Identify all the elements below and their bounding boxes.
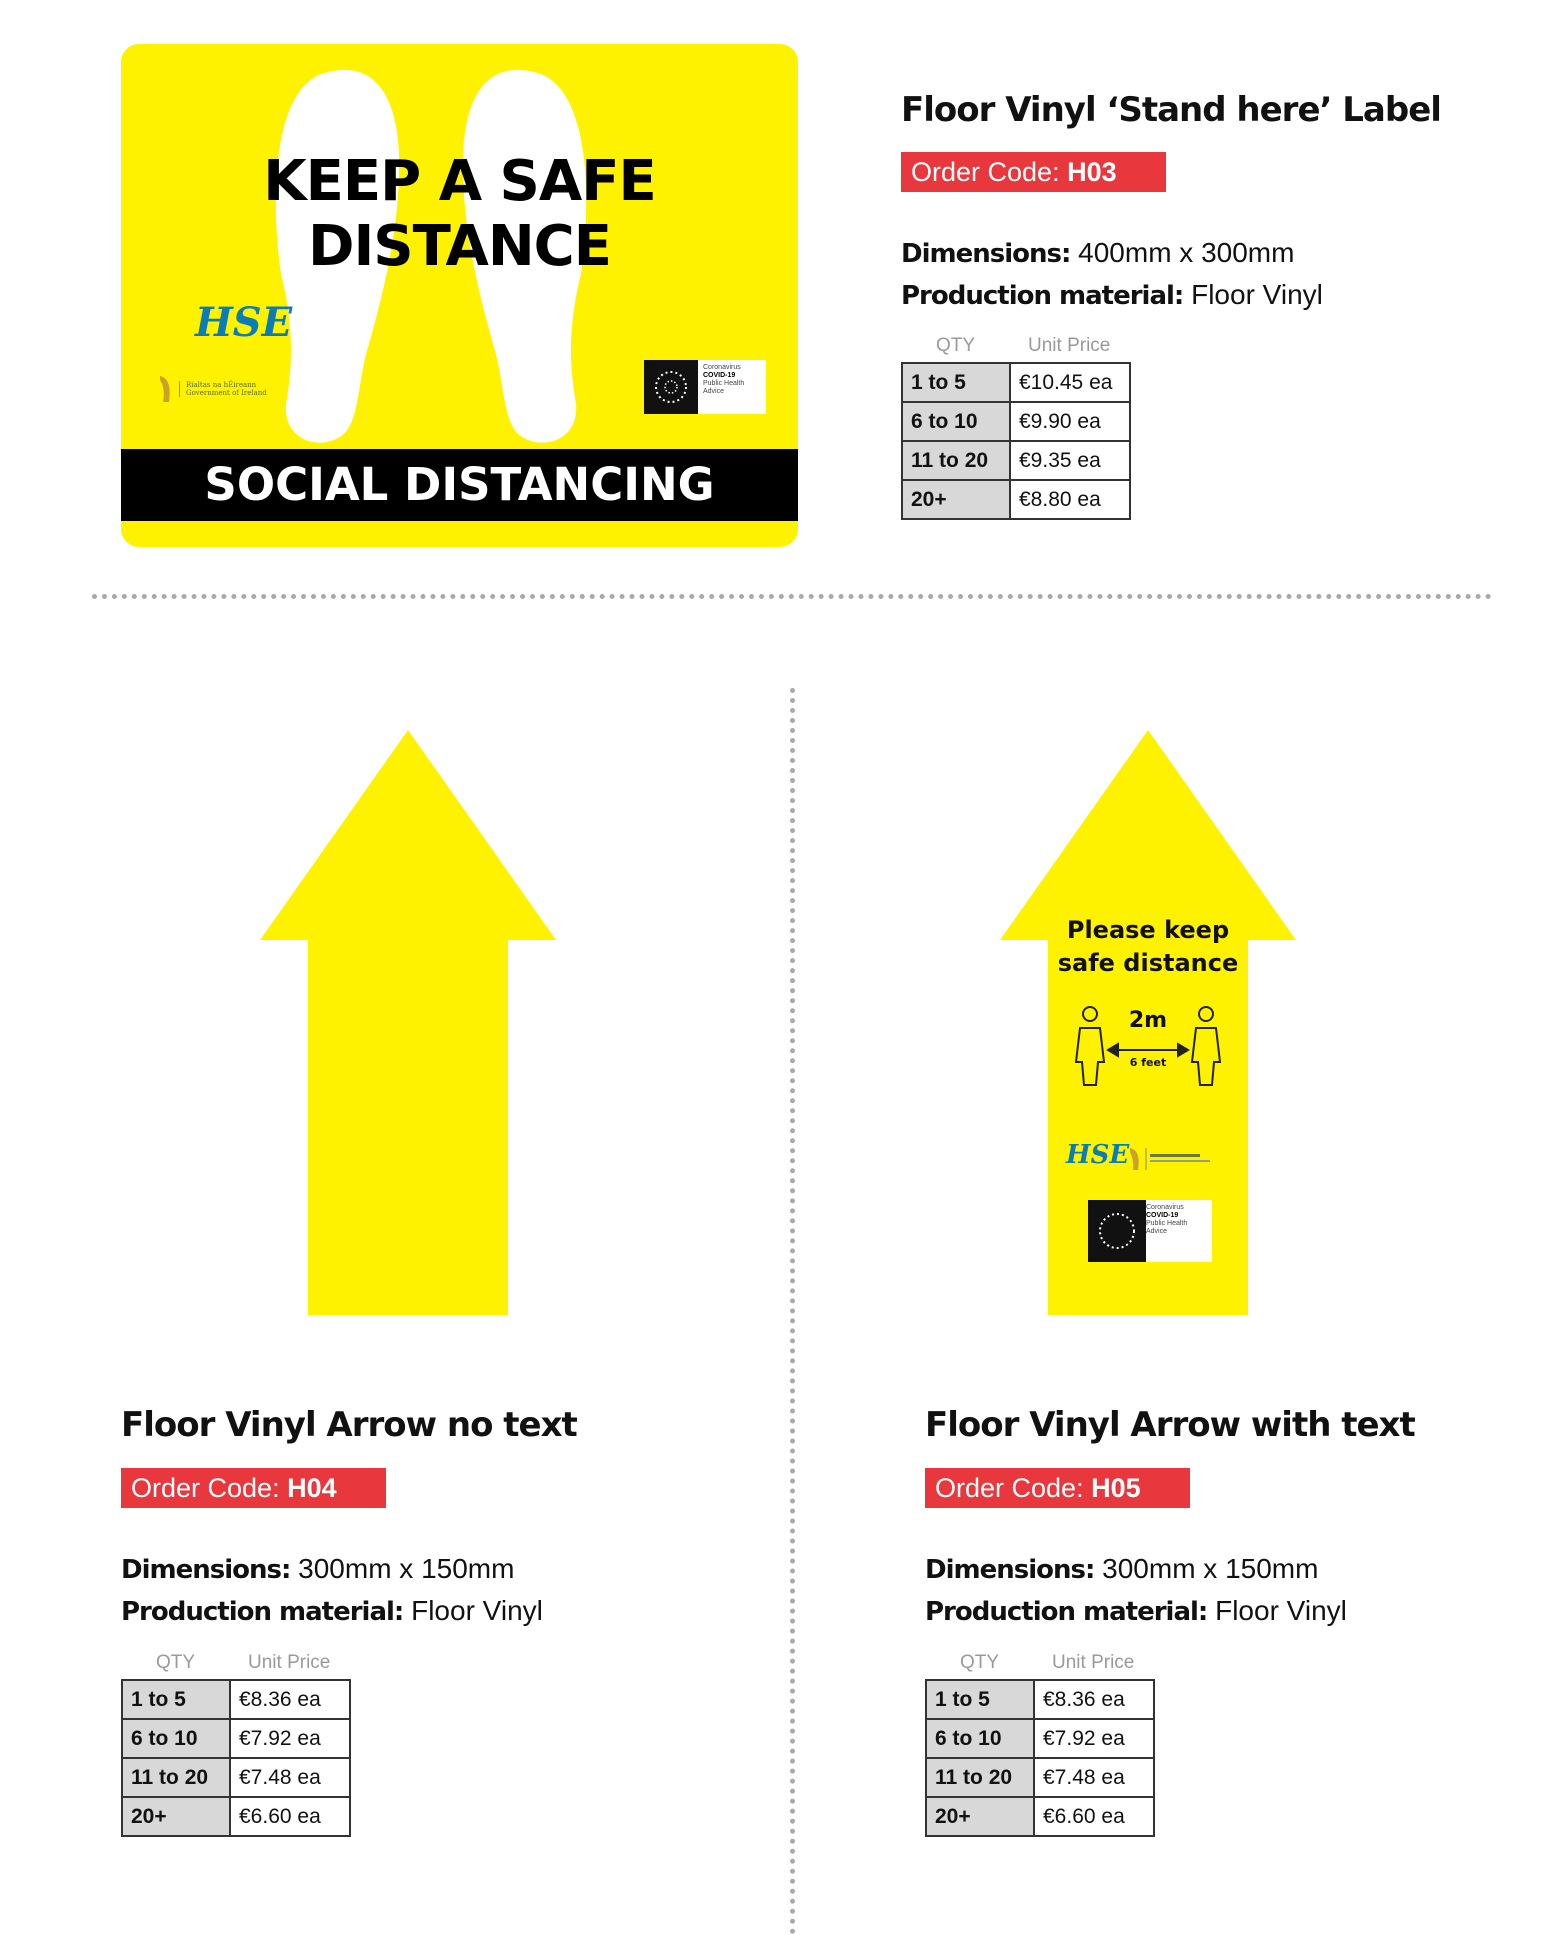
arrow-no-text-image	[260, 730, 556, 1315]
covid-logo-line4: Advice	[1146, 1228, 1168, 1236]
qty-header: QTY	[960, 1652, 1000, 1673]
table-row	[902, 402, 1130, 441]
qty-cell: 20+	[926, 1797, 1034, 1836]
distance-label: 2m	[1128, 1008, 1168, 1033]
distance-sub-label: 6 feet	[1129, 1056, 1167, 1069]
price-table-h03	[901, 330, 1131, 520]
order-code-label: Order Code:	[131, 1473, 280, 1503]
table-row	[902, 363, 1130, 402]
covid-logo-line1: Coronavirus	[703, 364, 741, 371]
sign-heading: KEEP A SAFE DISTANCE	[263, 149, 656, 279]
unit-price-header: Unit Price	[1052, 1652, 1135, 1673]
qty-cell: 1 to 5	[902, 363, 1010, 402]
price-table-h05	[925, 1647, 1155, 1837]
price-cell: €7.92 ea	[230, 1719, 350, 1758]
covid-advice-logo	[1146, 1204, 1212, 1236]
qty-cell: 6 to 10	[926, 1719, 1034, 1758]
harp-icon	[157, 374, 173, 404]
arrow-sign-text	[1048, 914, 1248, 980]
table-row	[902, 480, 1130, 519]
qty-cell: 11 to 20	[902, 441, 1010, 480]
order-code-label: Order Code:	[935, 1473, 1084, 1503]
order-code-value: H04	[287, 1473, 337, 1503]
table-row	[926, 1680, 1154, 1719]
price-cell: €10.45 ea	[1010, 363, 1130, 402]
hse-logo: HSE	[1066, 1140, 1130, 1170]
dimensions-h05	[925, 1553, 1318, 1585]
dimensions-value: 400mm x 300mm	[1078, 237, 1295, 268]
covid-logo-line3: Public Health	[1146, 1220, 1188, 1228]
qty-cell: 20+	[122, 1797, 230, 1836]
material-label: Production material:	[121, 1597, 404, 1627]
dimensions-value: 300mm x 150mm	[298, 1553, 515, 1584]
product-title-h04: Floor Vinyl Arrow no text	[121, 1405, 577, 1445]
covid-advice-logo	[644, 360, 766, 414]
hse-logo: HSE	[195, 299, 293, 346]
order-code-h04	[121, 1468, 386, 1508]
qty-cell: 6 to 10	[122, 1719, 230, 1758]
price-cell: €8.80 ea	[1010, 480, 1130, 519]
unit-price-header: Unit Price	[1028, 335, 1111, 356]
price-cell: €6.60 ea	[1034, 1797, 1154, 1836]
qty-cell: 20+	[902, 480, 1010, 519]
government-logo	[157, 374, 267, 404]
qty-cell: 1 to 5	[926, 1680, 1034, 1719]
price-table-h04	[121, 1647, 351, 1837]
arrow-sign-line1: Please keep	[1066, 916, 1230, 944]
dimensions-h03	[901, 237, 1294, 269]
order-code-label: Order Code:	[911, 157, 1060, 187]
material-label: Production material:	[901, 281, 1184, 311]
table-row	[122, 1680, 350, 1719]
order-code-value: H05	[1091, 1473, 1141, 1503]
price-cell: €8.36 ea	[1034, 1680, 1154, 1719]
qty-header: QTY	[936, 335, 976, 356]
material-value: Floor Vinyl	[1191, 279, 1323, 310]
table-row	[926, 1719, 1154, 1758]
vertical-divider	[790, 688, 795, 1935]
qty-cell: 11 to 20	[926, 1758, 1034, 1797]
horizontal-divider	[92, 594, 1492, 599]
qty-cell: 11 to 20	[122, 1758, 230, 1797]
table-row	[926, 1797, 1154, 1836]
price-cell: €9.35 ea	[1010, 441, 1130, 480]
covid-logo-line4: Advice	[703, 388, 725, 396]
qty-cell: 6 to 10	[902, 402, 1010, 441]
material-h05	[925, 1595, 1347, 1627]
material-value: Floor Vinyl	[1215, 1595, 1347, 1626]
covid-logo-line2: COVID-19	[703, 372, 736, 380]
sign-band: SOCIAL DISTANCING	[121, 449, 798, 521]
dimensions-label: Dimensions:	[925, 1555, 1095, 1585]
order-code-h05	[925, 1468, 1190, 1508]
arrow-up-icon	[260, 730, 556, 1315]
material-h03	[901, 279, 1323, 311]
government-logo-line2: Government of Ireland	[186, 389, 267, 397]
virus-icon	[644, 360, 698, 414]
table-row	[926, 1758, 1154, 1797]
government-logo-line1: Rialtas na hÉireann	[186, 380, 257, 389]
virus-icon	[1088, 1200, 1146, 1262]
table-row	[122, 1719, 350, 1758]
dimensions-h04	[121, 1553, 514, 1585]
product-title-h03: Floor Vinyl ‘Stand here’ Label	[901, 90, 1441, 130]
price-cell: €7.48 ea	[1034, 1758, 1154, 1797]
dimensions-value: 300mm x 150mm	[1102, 1553, 1319, 1584]
material-h04	[121, 1595, 543, 1627]
table-row	[902, 441, 1130, 480]
qty-cell: 1 to 5	[122, 1680, 230, 1719]
price-cell: €7.48 ea	[230, 1758, 350, 1797]
dimensions-label: Dimensions:	[901, 239, 1071, 269]
price-cell: €8.36 ea	[230, 1680, 350, 1719]
table-row	[122, 1797, 350, 1836]
dimensions-label: Dimensions:	[121, 1555, 291, 1585]
table-row	[122, 1758, 350, 1797]
covid-logo-line1: Coronavirus	[1146, 1204, 1184, 1211]
stand-here-sign	[121, 44, 798, 547]
material-value: Floor Vinyl	[411, 1595, 543, 1626]
order-code-h03	[901, 152, 1166, 192]
price-cell: €7.92 ea	[1034, 1719, 1154, 1758]
product-title-h05: Floor Vinyl Arrow with text	[925, 1405, 1415, 1445]
covid-logo-line3: Public Health	[703, 380, 745, 388]
material-label: Production material:	[925, 1597, 1208, 1627]
arrow-sign-line2: safe distance	[1057, 949, 1239, 977]
qty-header: QTY	[156, 1652, 196, 1673]
price-cell: €9.90 ea	[1010, 402, 1130, 441]
price-cell: €6.60 ea	[230, 1797, 350, 1836]
order-code-value: H03	[1067, 157, 1117, 187]
unit-price-header: Unit Price	[248, 1652, 331, 1673]
covid-logo-line2: COVID-19	[1146, 1212, 1179, 1220]
